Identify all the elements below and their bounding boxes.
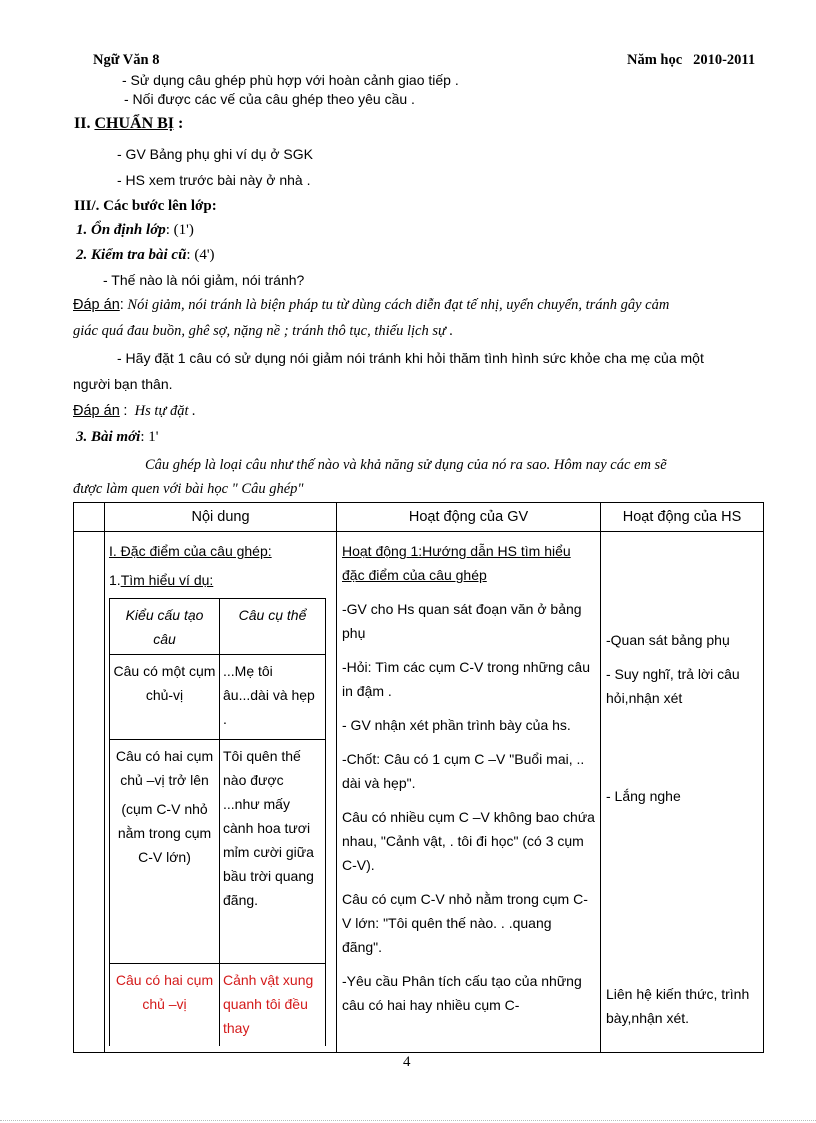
- example-table-header-row: [110, 599, 326, 655]
- gv-paragraph-4: -Chốt: Câu có 1 cụm C –V "Buổi mai, .. dài và hẹp".: [342, 751, 585, 791]
- example-table: [109, 598, 326, 1046]
- header-subject: Ngữ Văn 8: [93, 52, 160, 68]
- header-content: Nội dung: [105, 503, 337, 532]
- hs-cell: [601, 532, 764, 1053]
- hs-paragraph-4: Liên hệ kiến thức, trình bày,nhận xét.: [606, 986, 750, 1026]
- gv-paragraph-1: -GV cho Hs quan sát đoạn văn ở bảng phụ: [342, 601, 582, 641]
- example-row-2-note: (cụm C-V nhỏ nằm trong cụm C-V lớn): [117, 801, 212, 865]
- answer-2-colon: :: [123, 403, 128, 419]
- example-row-1-type: Câu có một cụm chủ-vị: [110, 655, 220, 740]
- header-gv: Hoạt động của GV: [337, 503, 601, 532]
- example-row-3-type: Câu có hai cụm chủ –vị: [110, 964, 220, 1047]
- gv-paragraph-5: Câu có nhiều cụm C –V không bao chứa nhau, "Cảnh vật, . tôi đi học" (có 3 cụm C-V).: [342, 809, 595, 873]
- header-year-value: 2010-2011: [693, 52, 756, 68]
- question-2-line-2: người bạn thân.: [73, 376, 173, 392]
- example-row-1: [110, 655, 326, 740]
- answer-1-text: Nói giảm, nói tránh là biện pháp tu từ dùng cách diễn đạt tế nhị, uyển chuyển, tránh gây cảm: [127, 297, 670, 313]
- section-2-heading: [74, 115, 183, 133]
- example-header-type: Kiểu cấu tạo câu: [110, 599, 220, 655]
- header-hs: Hoạt động của HS: [601, 503, 764, 532]
- example-row-2-type: Câu có hai cụm chủ –vị trở lên: [115, 748, 214, 788]
- content-subheading-number: 1.: [109, 572, 121, 588]
- objective-item-1: - Sử dụng câu ghép phù hợp với hoàn cảnh giao tiếp .: [122, 72, 459, 88]
- section-3-heading: III/. Các bước lên lớp:: [74, 198, 217, 214]
- gv-paragraph-6: Câu có cụm C-V nhỏ nằm trong cụm C-V lớn: "Tôi quên thế nào. . .quang đãng".: [342, 891, 588, 955]
- step-1: [76, 222, 194, 239]
- gv-paragraph-3: - GV nhận xét phần trình bày của hs.: [342, 717, 571, 733]
- example-row-2: [110, 740, 326, 964]
- content-cell: [105, 532, 337, 1053]
- gv-activity-title: Hoạt động 1:Hướng dẫn HS tìm hiểu đặc điểm của câu ghép: [342, 543, 571, 583]
- content-subheading-text: Tìm hiểu ví dụ:: [120, 572, 214, 588]
- example-row-3: [110, 964, 326, 1047]
- hs-paragraph-2: - Suy nghĩ, trả lời câu hỏi,nhận xét: [606, 666, 740, 706]
- example-header-example: Câu cụ thể: [220, 599, 326, 655]
- answer-1-line-2: giác quá đau buồn, ghê sợ, nặng nề ; tránh thô tục, thiếu lịch sự .: [73, 323, 454, 339]
- section-2-number: II.: [74, 115, 91, 132]
- step-3: [76, 429, 158, 446]
- hs-paragraph-3: - Lắng nghe: [606, 788, 681, 804]
- content-heading: I. Đặc điểm của câu ghép:: [109, 543, 272, 559]
- answer-2-label: Đáp án: [73, 403, 120, 419]
- answer-1-label: Đáp án: [73, 297, 120, 313]
- section-2-title: CHUẨN BỊ: [94, 115, 175, 132]
- answer-1-line-1: [73, 297, 669, 314]
- lesson-table-left-margin: [74, 532, 105, 1053]
- gv-paragraph-7: -Yêu cầu Phân tích cấu tạo của những câu có hai hay nhiều cụm C-: [342, 973, 582, 1013]
- example-row-2-example: Tôi quên thế nào được ...như mấy cành hoa tươi mỉm cười giữa bầu trời quang đãng.: [220, 740, 326, 964]
- answer-2-text: Hs tự đặt .: [134, 403, 196, 419]
- gv-cell: [337, 532, 601, 1053]
- step-1-label: 1. Ổn định lớp: [76, 222, 166, 238]
- step-3-label: 3. Bài mới: [76, 429, 141, 445]
- question-2-line-1: - Hãy đặt 1 câu có sử dụng nói giảm nói tránh khi hỏi thăm tình hình sức khỏe cha mẹ của một: [117, 350, 704, 366]
- answer-2: [73, 403, 196, 420]
- content-subheading: [109, 568, 332, 592]
- step-2-label: 2. Kiểm tra bài cũ: [76, 247, 187, 263]
- gv-paragraph-2: -Hỏi: Tìm các cụm C-V trong những câu in đậm .: [342, 659, 590, 699]
- step-2-time: : (4'): [186, 247, 215, 263]
- header-year: [627, 52, 755, 69]
- page-bottom-edge: [0, 1120, 816, 1121]
- lesson-table-body-row: [74, 532, 764, 1053]
- objective-item-2: - Nối được các vế của câu ghép theo yêu cầu .: [124, 91, 415, 107]
- lesson-table-header-row: [74, 503, 764, 532]
- step-3-time: : 1': [140, 429, 159, 445]
- answer-1-colon: :: [119, 297, 124, 313]
- section-2-colon: :: [178, 115, 184, 132]
- example-row-2-type-cell: [110, 740, 220, 964]
- lesson-table-corner: [74, 503, 105, 532]
- lesson-table: [73, 502, 764, 1053]
- step-2: [76, 247, 215, 264]
- intro-line-2: được làm quen với bài học " Câu ghép": [73, 481, 304, 497]
- example-row-3-example: Cảnh vật xung quanh tôi đều thay: [220, 964, 326, 1047]
- prep-gv: - GV Bảng phụ ghi ví dụ ở SGK: [117, 146, 313, 162]
- example-row-1-example: ...Mẹ tôi âu...dài và hẹp .: [220, 655, 326, 740]
- page-number: 4: [403, 1054, 411, 1070]
- question-1: - Thế nào là nói giảm, nói tránh?: [103, 272, 305, 288]
- prep-hs: - HS xem trước bài này ở nhà .: [117, 172, 311, 188]
- step-1-time: : (1'): [165, 222, 194, 238]
- intro-line-1: Câu ghép là loại câu như thế nào và khả năng sử dụng của nó ra sao. Hôm nay các em sẽ: [145, 457, 667, 473]
- hs-paragraph-1: -Quan sát bảng phụ: [606, 632, 730, 648]
- header-year-label: Năm học: [627, 52, 683, 68]
